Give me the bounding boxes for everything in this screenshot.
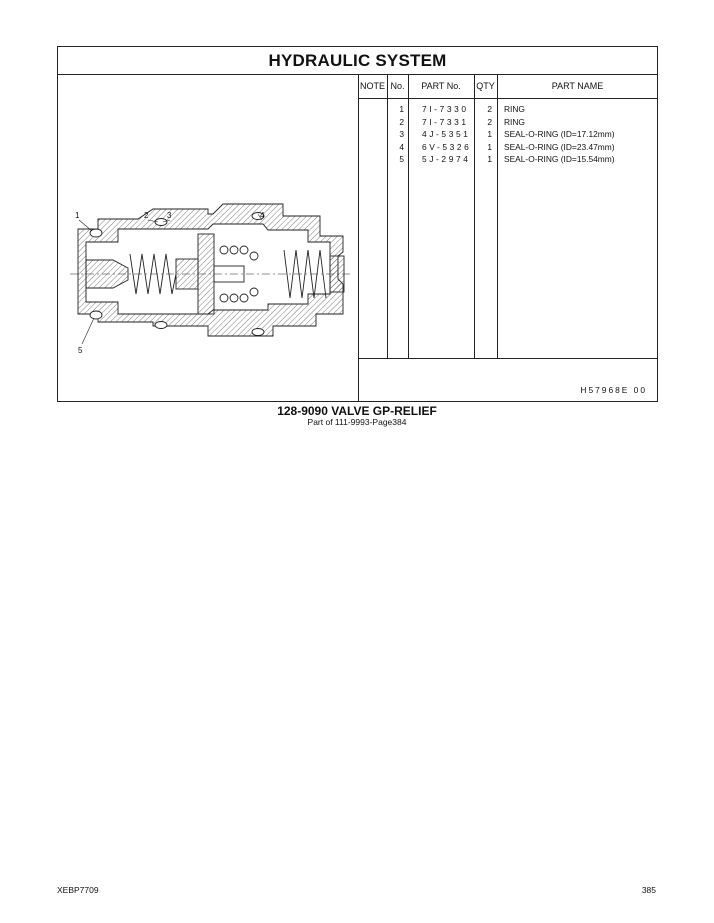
assembly-caption: 128-9090 VALVE GP-RELIEF — [277, 404, 437, 418]
col-divider-no — [408, 74, 409, 358]
row-1-no: 1 — [399, 104, 404, 114]
row-5-part-no: 5J-2974 — [422, 154, 471, 165]
header-no: No. — [390, 81, 405, 91]
row-2-part-no: 7I-7331 — [422, 116, 469, 127]
row-1-qty: 2 — [487, 104, 492, 114]
illustration-code: H57968E 00 — [580, 385, 647, 395]
col-divider-qty — [497, 74, 498, 358]
row-2-name: RING — [504, 116, 525, 127]
document-id: XEBP7709 — [57, 885, 99, 895]
page-number: 385 — [641, 885, 656, 895]
row-3-no: 3 — [399, 129, 404, 140]
row-4-qty: 1 — [487, 141, 492, 152]
table-bottom-line — [358, 358, 658, 359]
header-part-name: PART NAME — [551, 81, 604, 91]
relief-valve-illustration — [58, 74, 358, 402]
row-3-name: SEAL-O-RING (ID=17.12mm) — [504, 129, 615, 140]
section-title-bar — [58, 47, 657, 75]
row-4-name: SEAL-O-RING (ID=23.47mm) — [504, 141, 615, 152]
section-title: HYDRAULIC SYSTEM — [268, 51, 447, 70]
row-1-name: RING — [504, 104, 525, 114]
header-qty: QTY — [476, 81, 495, 91]
callout-3: 3 — [167, 211, 172, 220]
callout-4: 4 — [260, 211, 265, 220]
header-divider — [358, 98, 658, 99]
row-2-qty: 2 — [487, 116, 492, 127]
row-4-no: 4 — [399, 141, 404, 152]
callout-2: 2 — [144, 211, 149, 220]
header-part-no: PART No. — [421, 81, 461, 91]
callout-1: 1 — [75, 211, 80, 220]
assembly-subcaption: Part of 111-9993-Page384 — [307, 417, 407, 427]
row-2-no: 2 — [399, 116, 404, 127]
row-3-part-no: 4J-5351 — [422, 129, 471, 140]
row-5-no: 5 — [399, 154, 404, 165]
illustration-divider — [358, 74, 359, 402]
parts-frame — [57, 46, 658, 402]
callout-5: 5 — [78, 346, 83, 355]
header-note: NOTE — [359, 81, 385, 91]
row-1-part-no: 7I-7330 — [422, 104, 469, 114]
row-4-part-no: 6V-5326 — [422, 141, 472, 152]
row-3-qty: 1 — [487, 129, 492, 140]
row-5-name: SEAL-O-RING (ID=15.54mm) — [504, 154, 615, 165]
col-divider-partno — [474, 74, 475, 358]
row-5-qty: 1 — [487, 154, 492, 165]
col-divider-note — [387, 74, 388, 358]
